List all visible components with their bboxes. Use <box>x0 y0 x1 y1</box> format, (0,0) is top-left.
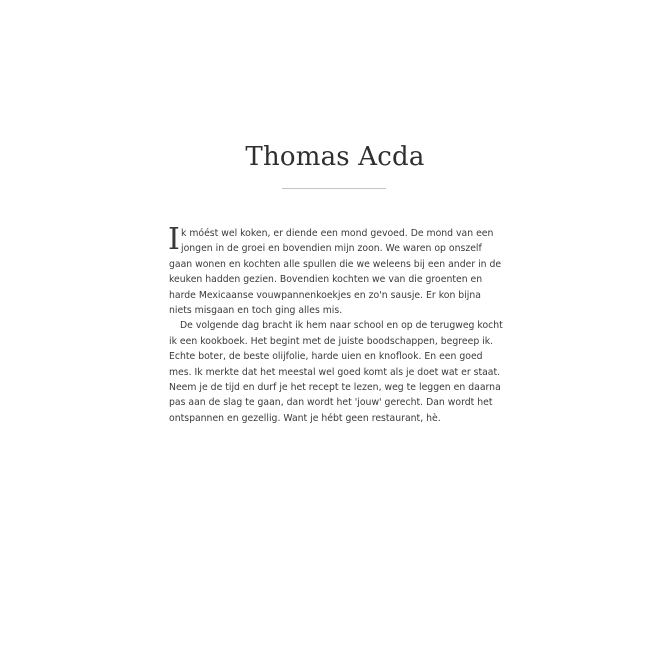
drop-cap: I <box>168 222 180 257</box>
title-divider <box>282 188 386 189</box>
text-line: k móést wel koken, er diende een mond gevoed. De mond van een <box>181 228 494 239</box>
text-line: gaan wonen en kochten alle spullen die we weleens bij een ander in de <box>169 258 502 270</box>
text-line: ik een kookboek. Het begint met de juiste boodschappen, begreep ik. <box>169 335 494 347</box>
text-line: jongen in de groei en bovendien mijn zoon. We waren op onszelf <box>181 243 482 255</box>
text-line: pas aan de slag te gaan, dan wordt het 'jouw' gerecht. Dan wordt het <box>169 397 493 409</box>
text-line: De volgende dag bracht ik hem naar school en op de terugweg kocht <box>180 320 503 332</box>
text-line: ontspannen en gezellig. Want je hébt geen restaurant, hè. <box>169 412 441 424</box>
text-line: harde Mexicaanse vouwpannenkoekjes en zo'n sausje. Er kon bijna <box>169 289 481 301</box>
paragraph-2 <box>169 318 503 426</box>
body-text <box>168 222 503 426</box>
text-line: mes. Ik merkte dat het meestal wel goed komt als je doet wat er staat. <box>169 366 501 378</box>
page-title: Thomas Acda <box>245 142 425 172</box>
text-line: Neem je de tijd en durf je het recept te lezen, weg te leggen en daarna <box>169 382 501 394</box>
text-line: niets misgaan en toch ging alles mis. <box>169 305 343 317</box>
text-line: Echte boter, de beste olijfolie, harde uien en knoflook. En een goed <box>169 351 483 363</box>
text-line: keuken hadden gezien. Bovendien kochten we van die groenten en <box>169 274 483 286</box>
paragraph-1 <box>168 222 502 318</box>
